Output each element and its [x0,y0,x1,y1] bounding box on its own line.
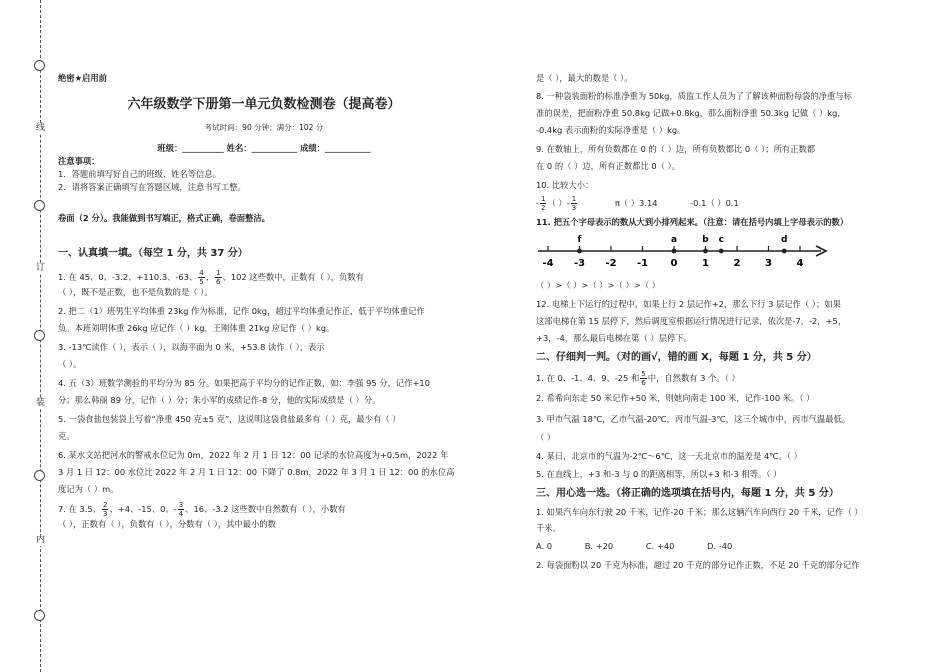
tick-label: -3 [573,258,586,269]
judge-2: 2. 希希向东走 50 米记作+50 米，则她向南走 100 米，记作-100 米。（ ） [536,393,815,403]
q-text: （ ），正数有（ ），负数有（ ），分数有（ ），其中最小的数 [58,519,276,529]
student-fields: 班级：__________ 姓名：___________ 成绩：___________ [157,143,371,153]
q-text: 、16、-3.2 这些数中自然数有（ ），小数有 [185,504,346,514]
q-text: 负。本班刘明体重 26kg 应记作（ ）kg，王刚体重 21kg 应记作（ ）kg。 [58,323,335,333]
q-text: 、 [205,272,215,282]
option-b: B. +20 [584,541,614,551]
q7-continuation: 是（ ），最大的数是（ ）。 [536,73,633,83]
tick-label: -4 [542,258,554,269]
left-column [58,72,470,531]
point-dot [577,249,582,254]
question-10: 10. 比较大小： [536,180,594,190]
tick-label: -2 [605,258,617,269]
binding-label: 订 [35,263,45,273]
fraction [178,501,184,518]
q-text: 在 0 的（ ）边，所有正数都比 0（ ）。 [536,161,681,171]
choice-1: 1. 如果汽车向东行驶 20 千米，记作-20 千米；那么这辆汽车向西行 20 千米，记作（ ） [536,507,863,517]
question-6: 6. 某水文站把河水的警戒水位记为 0m，2022 年 2 月 1 日 12：00 记录的水位高度为+0.5m，2022 年 [58,450,449,460]
notice-item: 2．请将答案正确填写在答题区域，注意书写工整。 [58,182,246,192]
point-dot [782,249,787,254]
binding-label: 内 [35,535,45,545]
number-line [536,229,836,279]
frac-num: 4 [199,269,204,277]
question-3: 3. -13℃读作（ ），表示（ ），以海平面为 0 米，+53.8 读作（ ），表示 [58,342,325,352]
exam-title: 六年级数学下册第一单元负数检测卷（提高卷） [127,97,401,112]
fraction [102,501,108,518]
q-text: 7. 在 3.5、 [58,504,101,514]
binding-hole [34,330,45,341]
frac-num: 1 [541,195,546,203]
question-2: 2. 把二（1）班男生平均体重 23kg 作为标准，记作 0kg，超过平均体重记作正，低于平均体重记作 [58,306,425,316]
section-heading: 二、仔细判一判。（对的画√，错的画 X，每题 1 分，共 5 分） [536,352,817,363]
question-12: 12. 电梯上下运行的过程中，如果上行 2 层记作+2，那么下行 3 层记作（ ）；如果 [536,299,841,309]
frac-den: 2 [541,204,546,212]
frac-den: 5 [199,278,204,286]
question-1 [58,268,470,286]
q-text: 、102 这些数中，正数有（ ），负数有 [222,272,364,282]
fraction [215,269,221,286]
frac-num: 1 [571,195,577,203]
question-8: 8. 一种袋装面粉的标准净重为 50kg，质监工作人员为了了解该种面粉每袋的净重与标 [536,91,852,101]
secret-label: 绝密★启用前 [58,73,107,83]
option-c: C. +40 [645,541,675,551]
question-4: 4. 五（3）班数学测验的平均分为 85 分。如果把高于平均分的记作正数，如：李强 95 分，记作+10 [58,378,430,388]
point-label: f [577,235,582,245]
q-text: +3，-4，那么最后电梯在第（ ）层停下。 [536,333,692,343]
q-text: 1. 在 0、-1、4、9、-25 和 [536,373,640,383]
binding-hole [34,610,45,621]
section-heading: 一、认真填一填。（每空 1 分，共 37 分） [58,248,248,259]
option-d: D. -40 [707,541,733,551]
notice-item: 1．答题前填写好自己的班级、姓名等信息。 [58,169,221,179]
point-dot [719,249,724,254]
q-text: 准的误差，把面粉净重 50.8kg 记做+0.8kg，那么面粉净重 50.3kg 记做（ ）kg， [536,108,846,118]
fraction [640,370,646,387]
q-text: π（ ）3.14 [614,198,658,208]
choice-2: 2. 每袋面粉以 20 千克为标准，超过 20 千克的部分记作正数，不足 20 千克的部分记作 [536,560,860,570]
point-dot [703,249,708,254]
binding-hole [34,470,45,481]
q-text: 中，自然数有 3 个。（ ） [647,373,740,383]
judge-3: 3. 甲市气温 18℃，乙市气温-20℃，丙市气温-3℃，这三个城市中，丙市气温最低。 [536,414,851,424]
frac-num: 5 [641,370,646,378]
q-text: 、+4、-15、0、- [109,504,177,514]
tick-label: 4 [796,258,804,269]
frac-den: 3 [571,204,577,212]
fraction [540,195,546,212]
binding-hole [34,60,45,71]
q11-answer-row: （ ）>（ ）>（ ）>（ ）>（ ） [536,280,660,290]
question-7 [58,500,470,518]
minus-sign: - [536,198,539,208]
judge-5: 5. 在直线上，+3 和-3 与 0 的距离相等，所以+3 和-3 相等。（ ） [536,469,782,479]
right-column [536,72,898,572]
q-text: 1. 在 45、0、-3.2、+110.3、-63、 [58,272,198,282]
binding-label: 线 [35,123,45,133]
frac-den: 6 [216,278,221,286]
fraction [198,269,204,286]
point-dot [672,249,677,254]
binding-margin [0,0,48,672]
frac-num: 3 [178,501,184,509]
option-a: A. 0 [536,541,553,551]
question-9: 9. 在数轴上，所有负数都在 0 的（ ）边，所有负数都比 0（ ）；所有正数都 [536,144,816,154]
q-text: -0.1（ ）0.1 [690,198,739,208]
tick-label: 2 [733,258,741,269]
number-line-svg [536,229,836,279]
binding-label: 装 [35,398,45,408]
point-label: d [781,235,788,245]
point-label: b [702,235,709,245]
q-text: （ ） [536,432,556,442]
frac-num: 1 [216,269,221,277]
q-text: 度记为（ ）m。 [58,484,119,494]
section-heading: 三、用心选一选。（将正确的选项填在括号内，每题 1 分，共 5 分） [536,488,839,499]
question-11: 11. 把五个字母表示的数从大到小排列起来。（注意：请在括号内填上字母表示的数） [536,217,849,227]
binding-hole [34,200,45,211]
frac-den: 4 [178,510,184,518]
q-text: 3 月 1 日 12：00 水位比 2022 年 2 月 1 日 12：00 下降了 0.8m，2022 年 3 月 1 日 12：00 的水位高 [58,467,455,477]
q-text: 千米。 [536,523,561,533]
exam-info: 考试时间：90 分钟；满分：102 分 [204,123,324,132]
q-text: （ ）- [547,198,570,208]
q-text: （ ），既不是正数，也不是负数的是（ ）。 [58,287,213,297]
point-label: c [718,235,724,245]
judge-4: 4. 某日，北京市的气温为-2℃～6℃，这一天北京市的温差是 4℃。（ ） [536,451,802,461]
judge-1 [536,369,898,387]
options-row [536,540,898,553]
tick-label: 0 [670,258,678,269]
question-5: 5. 一袋食盐包装袋上写着“净重 450 克±5 克”，这说明这袋食盐最多有（ ）克，最少有（ ） [58,414,401,424]
notice-title: 注意事项： [58,156,100,166]
q-text: 这部电梯在第 15 层停下，然后调度室根据运行情况进行记录，依次是-7，-2，+5， [536,316,847,326]
frac-den: 3 [102,510,108,518]
fraction [571,195,577,212]
comparison-row [536,194,898,212]
q-text: 分；那么韩丽 89 分，记作（ ）分；朱小军的成绩记作-8 分，他的实际成绩是（ ）分。 [58,395,381,405]
q-text: 克。 [58,431,75,441]
tick-label: 1 [702,258,709,269]
q-text: （ ）。 [58,359,82,369]
q-text: -0.4kg 表示面粉的实际净重是（ ）kg。 [536,125,686,135]
tick-label: -1 [636,258,649,269]
tick-label: 3 [765,258,772,269]
frac-num: 2 [102,501,108,509]
frac-den: 6 [641,379,646,387]
point-label: a [670,235,678,245]
handwriting-note: 卷面（2 分）。我能做到书写端正，格式正确，卷面整洁。 [58,213,270,223]
